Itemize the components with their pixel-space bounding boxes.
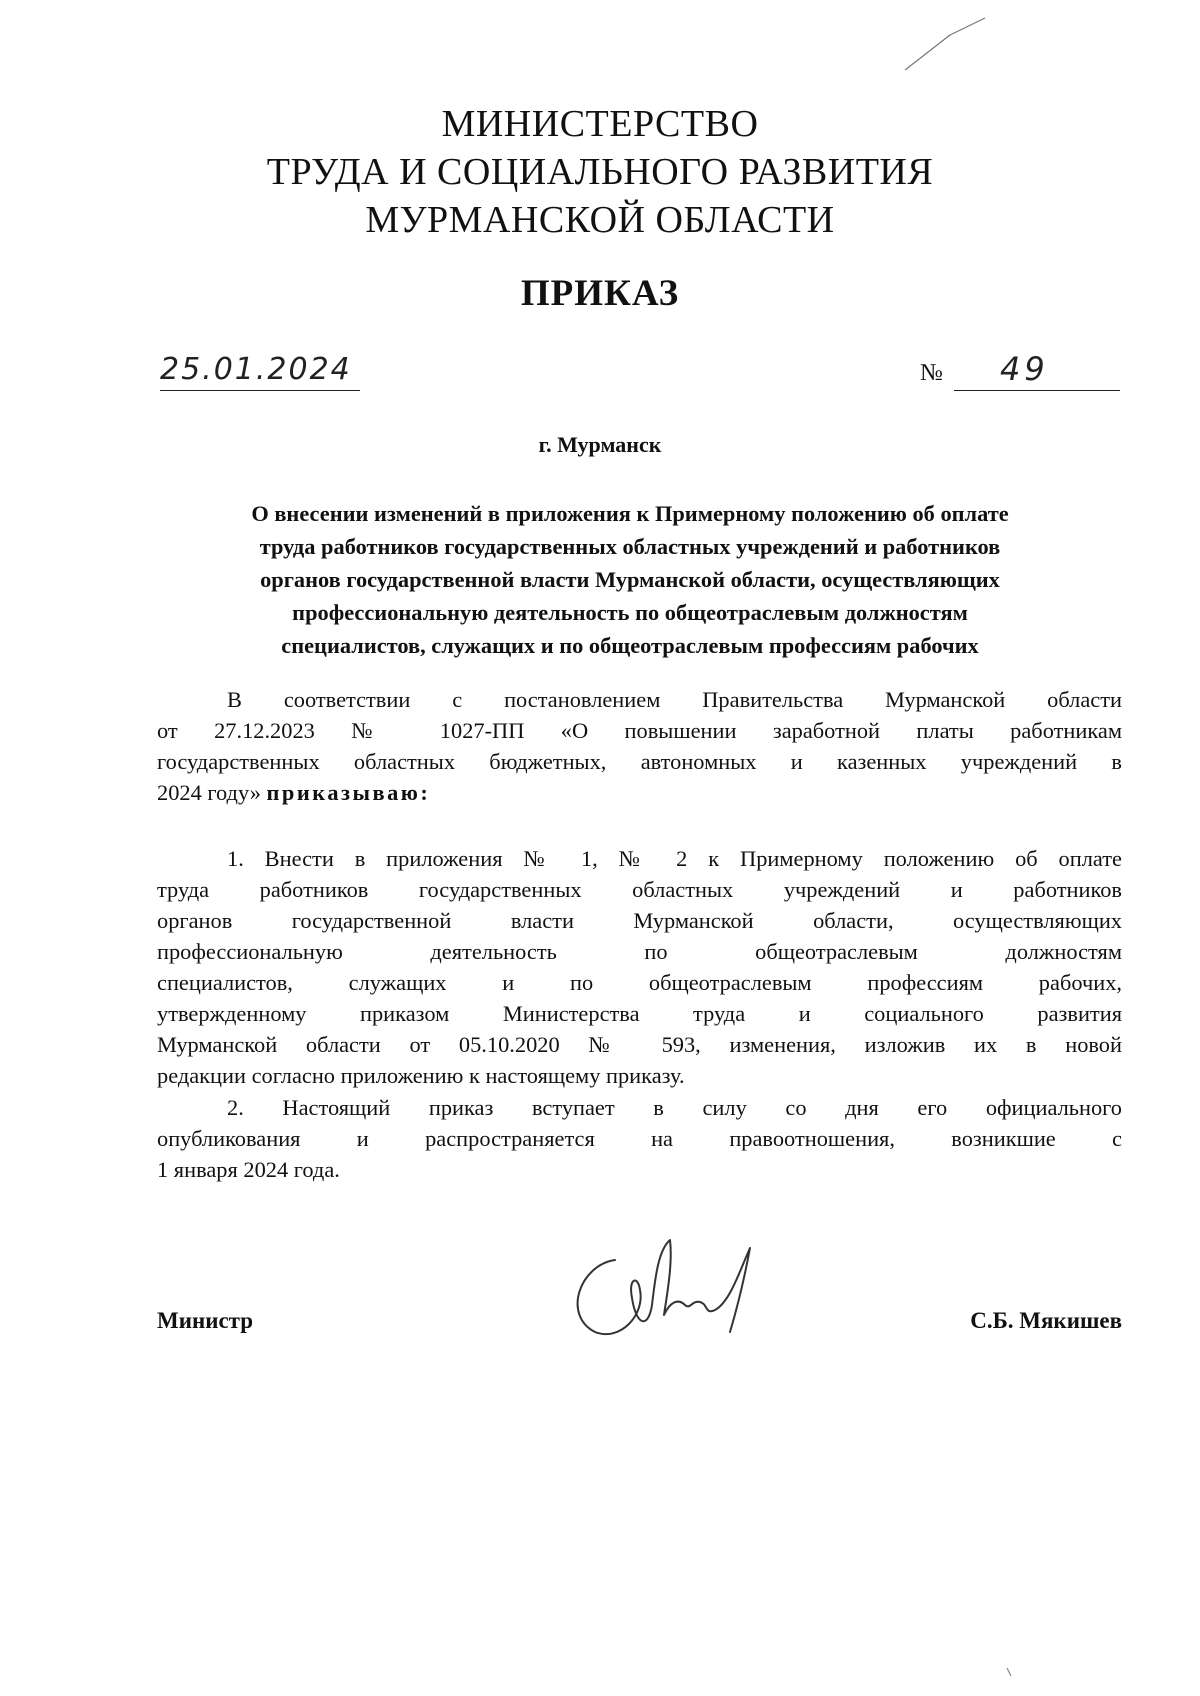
- ministry-line: ТРУДА И СОЦИАЛЬНОГО РАЗВИТИЯ: [266, 151, 934, 193]
- order-number-field: [920, 352, 1120, 396]
- preamble-text: 2024 году»: [157, 780, 261, 805]
- item-line: Мурманской области от 05.10.2020 № 593, изменения, изложив их в новой: [157, 1032, 1122, 1057]
- date-underline: [160, 390, 360, 391]
- city: г. Мурманск: [538, 432, 662, 457]
- preamble-last-line: [157, 777, 1122, 808]
- subject-line: О внесении изменений в приложения к Примерному положению об оплате: [251, 501, 1009, 526]
- number-underline: [954, 390, 1120, 391]
- item-line: утвержденному приказом Министерства труда и социального развития: [157, 1001, 1122, 1026]
- subject-line: труда работников государственных областных учреждений и работников: [259, 534, 1001, 559]
- number-sign: №: [920, 360, 943, 386]
- preamble-line: государственных областных бюджетных, автономных и казенных учреждений в: [157, 749, 1122, 774]
- order-date-field: [160, 352, 360, 396]
- item-line: опубликования и распространяется на правоотношения, возникшие с: [157, 1126, 1122, 1151]
- order-command: приказываю:: [266, 780, 431, 805]
- ministry-name: [0, 100, 1200, 244]
- item-1-paragraph: [157, 843, 1122, 1091]
- pen-stroke-mark: [900, 15, 990, 75]
- ministry-line: МУРМАНСКОЙ ОБЛАСТИ: [365, 199, 835, 241]
- preamble-line: от 27.12.2023 № 1027-ПП «О повышении заработной платы работникам: [157, 718, 1122, 743]
- item-line: профессиональную деятельность по общеотраслевым должностям: [157, 939, 1122, 964]
- order-subject: [150, 497, 1110, 662]
- document-type-title: ПРИКАЗ: [520, 273, 680, 314]
- item-line: 1. Внести в приложения № 1, № 2 к Примерному положению об оплате: [227, 846, 1122, 871]
- subject-line: профессиональную деятельность по общеотраслевым должностям: [292, 600, 968, 625]
- item-line: редакции согласно приложению к настоящему приказу.: [157, 1063, 685, 1088]
- signature-row: [157, 1308, 1122, 1348]
- ministry-line: МИНИСТЕРСТВО: [441, 103, 759, 145]
- item-line: органов государственной власти Мурманской области, осуществляющих: [157, 908, 1122, 933]
- order-number: 49: [1000, 350, 1049, 388]
- subject-line: специалистов, служащих и по общеотраслевым профессиям рабочих: [281, 633, 979, 658]
- signer-position: Министр: [157, 1308, 254, 1333]
- preamble-line: В соответствии с постановлением Правительства Мурманской области: [227, 687, 1122, 712]
- preamble-paragraph: [157, 684, 1122, 808]
- item-2-paragraph: [157, 1092, 1122, 1185]
- item-line: 2. Настоящий приказ вступает в силу со дня его официального: [227, 1095, 1122, 1120]
- signer-name: С.Б. Мякишев: [970, 1308, 1122, 1333]
- subject-line: органов государственной власти Мурманской области, осуществляющих: [260, 567, 1000, 592]
- item-line: специалистов, служащих и по общеотраслевым профессиям рабочих,: [157, 970, 1122, 995]
- item-line: труда работников государственных областных учреждений и работников: [157, 877, 1122, 902]
- item-line: 1 января 2024 года.: [157, 1157, 340, 1182]
- order-date: 25.01.2024: [160, 352, 352, 387]
- scan-speck: [1005, 1666, 1015, 1680]
